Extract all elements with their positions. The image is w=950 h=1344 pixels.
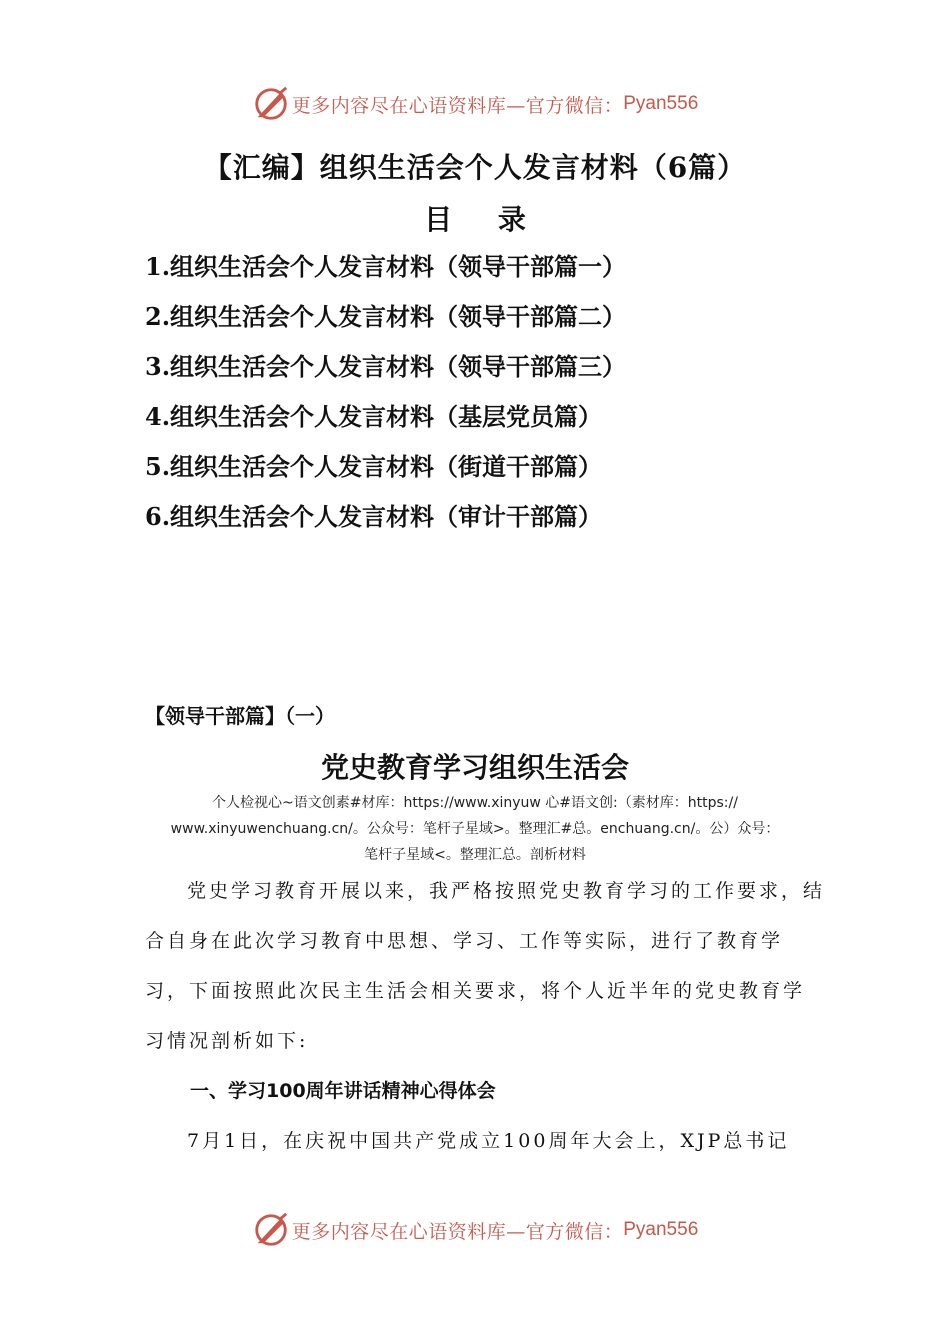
watermark-line: www.xinyuwenchuang.cn/。公众号：笔杆子星域>。整理汇#总。enchuang.cn/。公）众号： xyxy=(170,821,780,837)
header-banner xyxy=(0,82,950,126)
watermark-line: 个人检视心~语文创素#材库：https://www.xinyuw 心#语文创:（素材库：https:// xyxy=(212,795,738,811)
banner-text: 更多内容尽在心语资料库—官方微信： xyxy=(291,94,624,117)
article-title: 党史教育学习组织生活会 xyxy=(320,751,629,784)
toc-item: 4.组织生活会个人发言材料（基层党员篇） xyxy=(145,402,603,431)
watermark-line: 笔杆子星域<。整理汇总。剖析材料 xyxy=(364,847,586,863)
footer-banner xyxy=(0,1208,950,1252)
banner-text: 更多内容尽在心语资料库—官方微信： xyxy=(291,1220,624,1243)
section-subheading: 一、学习100周年讲话精神心得体会 xyxy=(190,1080,496,1102)
banner-wechat-id: Pyan556 xyxy=(623,93,699,114)
quill-logo-icon xyxy=(252,1211,290,1249)
toc-item: 5.组织生活会个人发言材料（街道干部篇） xyxy=(145,452,603,481)
table-of-contents xyxy=(145,250,626,550)
watermark-text xyxy=(145,790,805,868)
toc-item: 3.组织生活会个人发言材料（领导干部篇三） xyxy=(145,352,627,381)
quill-logo-icon xyxy=(252,85,290,123)
toc-item: 6.组织生活会个人发言材料（审计干部篇） xyxy=(145,502,603,531)
banner-wechat-id: Pyan556 xyxy=(623,1219,699,1240)
section-tag: 【领导干部篇】（一） xyxy=(145,704,335,728)
body-paragraph: 7月1日，在庆祝中国共产党成立100周年大会上，XJP总书记 xyxy=(187,1130,790,1152)
body-paragraph: 党史学习教育开展以来，我严格按照党史教育学习的工作要求，结合自身在此次学习教育中思想、学习、工作等实际，进行了教育学习，下面按照此次民主生活会相关要求，将个人近半年的党史教育学习情况剖析如下: xyxy=(145,880,826,1052)
toc-heading: 目 录 xyxy=(424,203,544,236)
toc-item: 2.组织生活会个人发言材料（领导干部篇二） xyxy=(145,302,627,331)
document-title: 【汇编】组织生活会个人发言材料（6篇） xyxy=(203,151,747,184)
toc-item: 1.组织生活会个人发言材料（领导干部篇一） xyxy=(145,252,627,281)
